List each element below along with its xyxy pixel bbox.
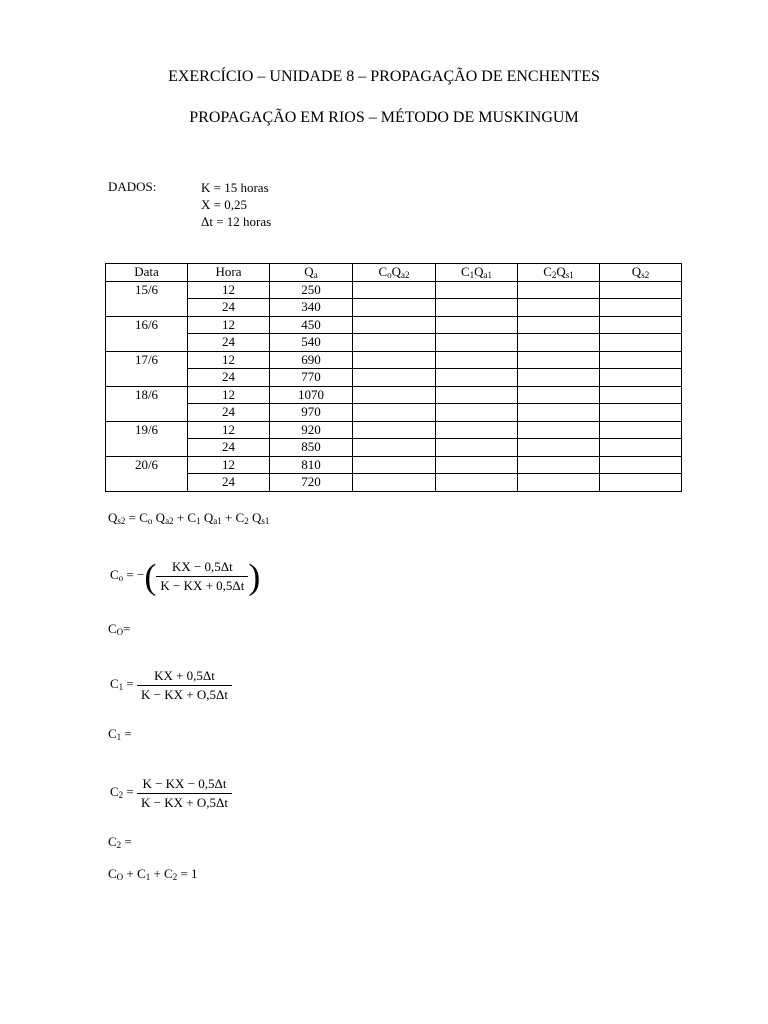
cell-qs2 (600, 404, 682, 422)
header-c1qa1: $C_1Q_{a1}$ (436, 264, 518, 282)
cell-c0qa2 (353, 421, 436, 439)
cell-hora: 12 (188, 351, 270, 369)
cell-qa: 540 (270, 334, 353, 352)
cell-c2qs1 (518, 316, 600, 334)
cell-data: 20/6 (106, 456, 188, 474)
cell-c0qa2 (353, 316, 436, 334)
page-subtitle: PROPAGAÇÃO EM RIOS – MÉTODO DE MUSKINGUM (189, 109, 579, 126)
cell-c2qs1 (518, 369, 600, 387)
cell-hora: 24 (188, 369, 270, 387)
table-row (106, 421, 682, 439)
cell-c1qa1 (436, 369, 518, 387)
cell-c1qa1 (436, 439, 518, 457)
cell-qa: 250 (270, 281, 353, 299)
cell-data (106, 439, 188, 457)
c0-numerator: KX − 0,5Δt (156, 558, 248, 577)
cell-qa: 1070 (270, 386, 353, 404)
table-header-row (106, 264, 682, 282)
header-c2qs1: $C_2Q_{s1}$ (518, 264, 600, 282)
cell-qs2 (600, 421, 682, 439)
cell-c0qa2 (353, 386, 436, 404)
header-c0qa2: $C_oQ_{a2}$ (353, 264, 436, 282)
cell-c0qa2 (353, 474, 436, 492)
cell-c2qs1 (518, 351, 600, 369)
c0-denominator: K − KX + 0,5Δt (160, 578, 245, 593)
cell-qs2 (600, 334, 682, 352)
cell-c2qs1 (518, 456, 600, 474)
header-hora: Hora (188, 264, 270, 282)
c2-denominator: K − KX + O,5Δt (141, 795, 228, 810)
cell-qa: 450 (270, 316, 353, 334)
cell-qa: 340 (270, 299, 353, 317)
header-qs2: $Q_{s2}$ (600, 264, 682, 282)
table-row (106, 404, 682, 422)
cell-c2qs1 (518, 334, 600, 352)
cell-hora: 12 (188, 421, 270, 439)
cell-c1qa1 (436, 404, 518, 422)
cell-c0qa2 (353, 404, 436, 422)
cell-hora: 12 (188, 386, 270, 404)
cell-c2qs1 (518, 421, 600, 439)
cell-qs2 (600, 281, 682, 299)
cell-c2qs1 (518, 439, 600, 457)
cell-c0qa2 (353, 369, 436, 387)
c0-formula: $C_o$ = −( $\frac{KX - 0,5\Delta t}{K - KX + 0,5\Delta t}$ ) (110, 556, 261, 597)
cell-qs2 (600, 351, 682, 369)
cell-data (106, 369, 188, 387)
cell-c1qa1 (436, 386, 518, 404)
c1-denominator: K − KX + O,5Δt (141, 687, 228, 702)
cell-c0qa2 (353, 299, 436, 317)
cell-c1qa1 (436, 456, 518, 474)
cell-hora: 24 (188, 439, 270, 457)
table-row (106, 474, 682, 492)
c0-answer: $C_O=$ (108, 621, 131, 637)
dados-label: DADOS: (108, 179, 157, 194)
cell-c1qa1 (436, 421, 518, 439)
cell-data: 18/6 (106, 386, 188, 404)
dados-dt: Δt = 12 horas (201, 214, 272, 229)
c2-answer: $C_2$ = (108, 834, 132, 850)
cell-qa: 690 (270, 351, 353, 369)
table-row (106, 299, 682, 317)
cell-data (106, 299, 188, 317)
dados-x: X = 0,25 (201, 197, 247, 212)
cell-c1qa1 (436, 474, 518, 492)
cell-data: 15/6 (106, 281, 188, 299)
cell-qs2 (600, 456, 682, 474)
cell-c2qs1 (518, 386, 600, 404)
cell-qs2 (600, 369, 682, 387)
header-data: Data (106, 264, 188, 282)
dados-k: K = 15 horas (201, 180, 269, 195)
cell-c1qa1 (436, 299, 518, 317)
c1-answer: $C_1$ = (108, 726, 132, 742)
cell-hora: 12 (188, 456, 270, 474)
cell-hora: 24 (188, 404, 270, 422)
cell-qs2 (600, 316, 682, 334)
c2-formula: $C_2$ = $\frac{K - KX - 0,5\Delta t}{K - KX + O,5\Delta t}$ (110, 775, 232, 812)
cell-qa: 850 (270, 439, 353, 457)
main-equation: $Q_{s2} = C_o$ $Q_{a2} + C_1$ $Q_{a1} + C_2$ $Q_{s1}$ (108, 510, 270, 526)
table-row (106, 334, 682, 352)
table-row (106, 369, 682, 387)
cell-qs2 (600, 386, 682, 404)
cell-c2qs1 (518, 299, 600, 317)
cell-c0qa2 (353, 334, 436, 352)
cell-c0qa2 (353, 456, 436, 474)
cell-qa: 970 (270, 404, 353, 422)
cell-qs2 (600, 439, 682, 457)
cell-c0qa2 (353, 281, 436, 299)
cell-qs2 (600, 299, 682, 317)
cell-c1qa1 (436, 281, 518, 299)
cell-data: 16/6 (106, 316, 188, 334)
dados-values (201, 179, 271, 230)
cell-qa: 810 (270, 456, 353, 474)
table-row (106, 439, 682, 457)
cell-qs2 (600, 474, 682, 492)
cell-data (106, 474, 188, 492)
header-qa: $Q_a$ (270, 264, 353, 282)
cell-qa: 920 (270, 421, 353, 439)
cell-c2qs1 (518, 281, 600, 299)
table-row (106, 351, 682, 369)
cell-c1qa1 (436, 351, 518, 369)
cell-c2qs1 (518, 404, 600, 422)
cell-hora: 24 (188, 474, 270, 492)
c2-numerator: K − KX − 0,5Δt (137, 775, 232, 794)
cell-hora: 24 (188, 334, 270, 352)
cell-c1qa1 (436, 316, 518, 334)
c1-formula: $C_1$ = $\frac{KX + 0,5\Delta t}{K - KX + O,5\Delta t}$ (110, 667, 232, 704)
cell-c0qa2 (353, 351, 436, 369)
cell-data: 17/6 (106, 351, 188, 369)
muskingum-table (105, 263, 682, 492)
c1-numerator: KX + 0,5Δt (137, 667, 232, 686)
cell-c1qa1 (436, 334, 518, 352)
cell-data (106, 404, 188, 422)
page-title: EXERCÍCIO – UNIDADE 8 – PROPAGAÇÃO DE ENCHENTES (168, 68, 600, 85)
cell-data (106, 334, 188, 352)
cell-qa: 720 (270, 474, 353, 492)
cell-hora: 12 (188, 281, 270, 299)
cell-data: 19/6 (106, 421, 188, 439)
cell-c2qs1 (518, 474, 600, 492)
coefficient-sum: $C_O + C_1 + C_2 = 1$ (108, 866, 198, 882)
table-row (106, 281, 682, 299)
table-row (106, 316, 682, 334)
cell-hora: 24 (188, 299, 270, 317)
cell-hora: 12 (188, 316, 270, 334)
cell-c0qa2 (353, 439, 436, 457)
cell-qa: 770 (270, 369, 353, 387)
table-row (106, 456, 682, 474)
table-row (106, 386, 682, 404)
